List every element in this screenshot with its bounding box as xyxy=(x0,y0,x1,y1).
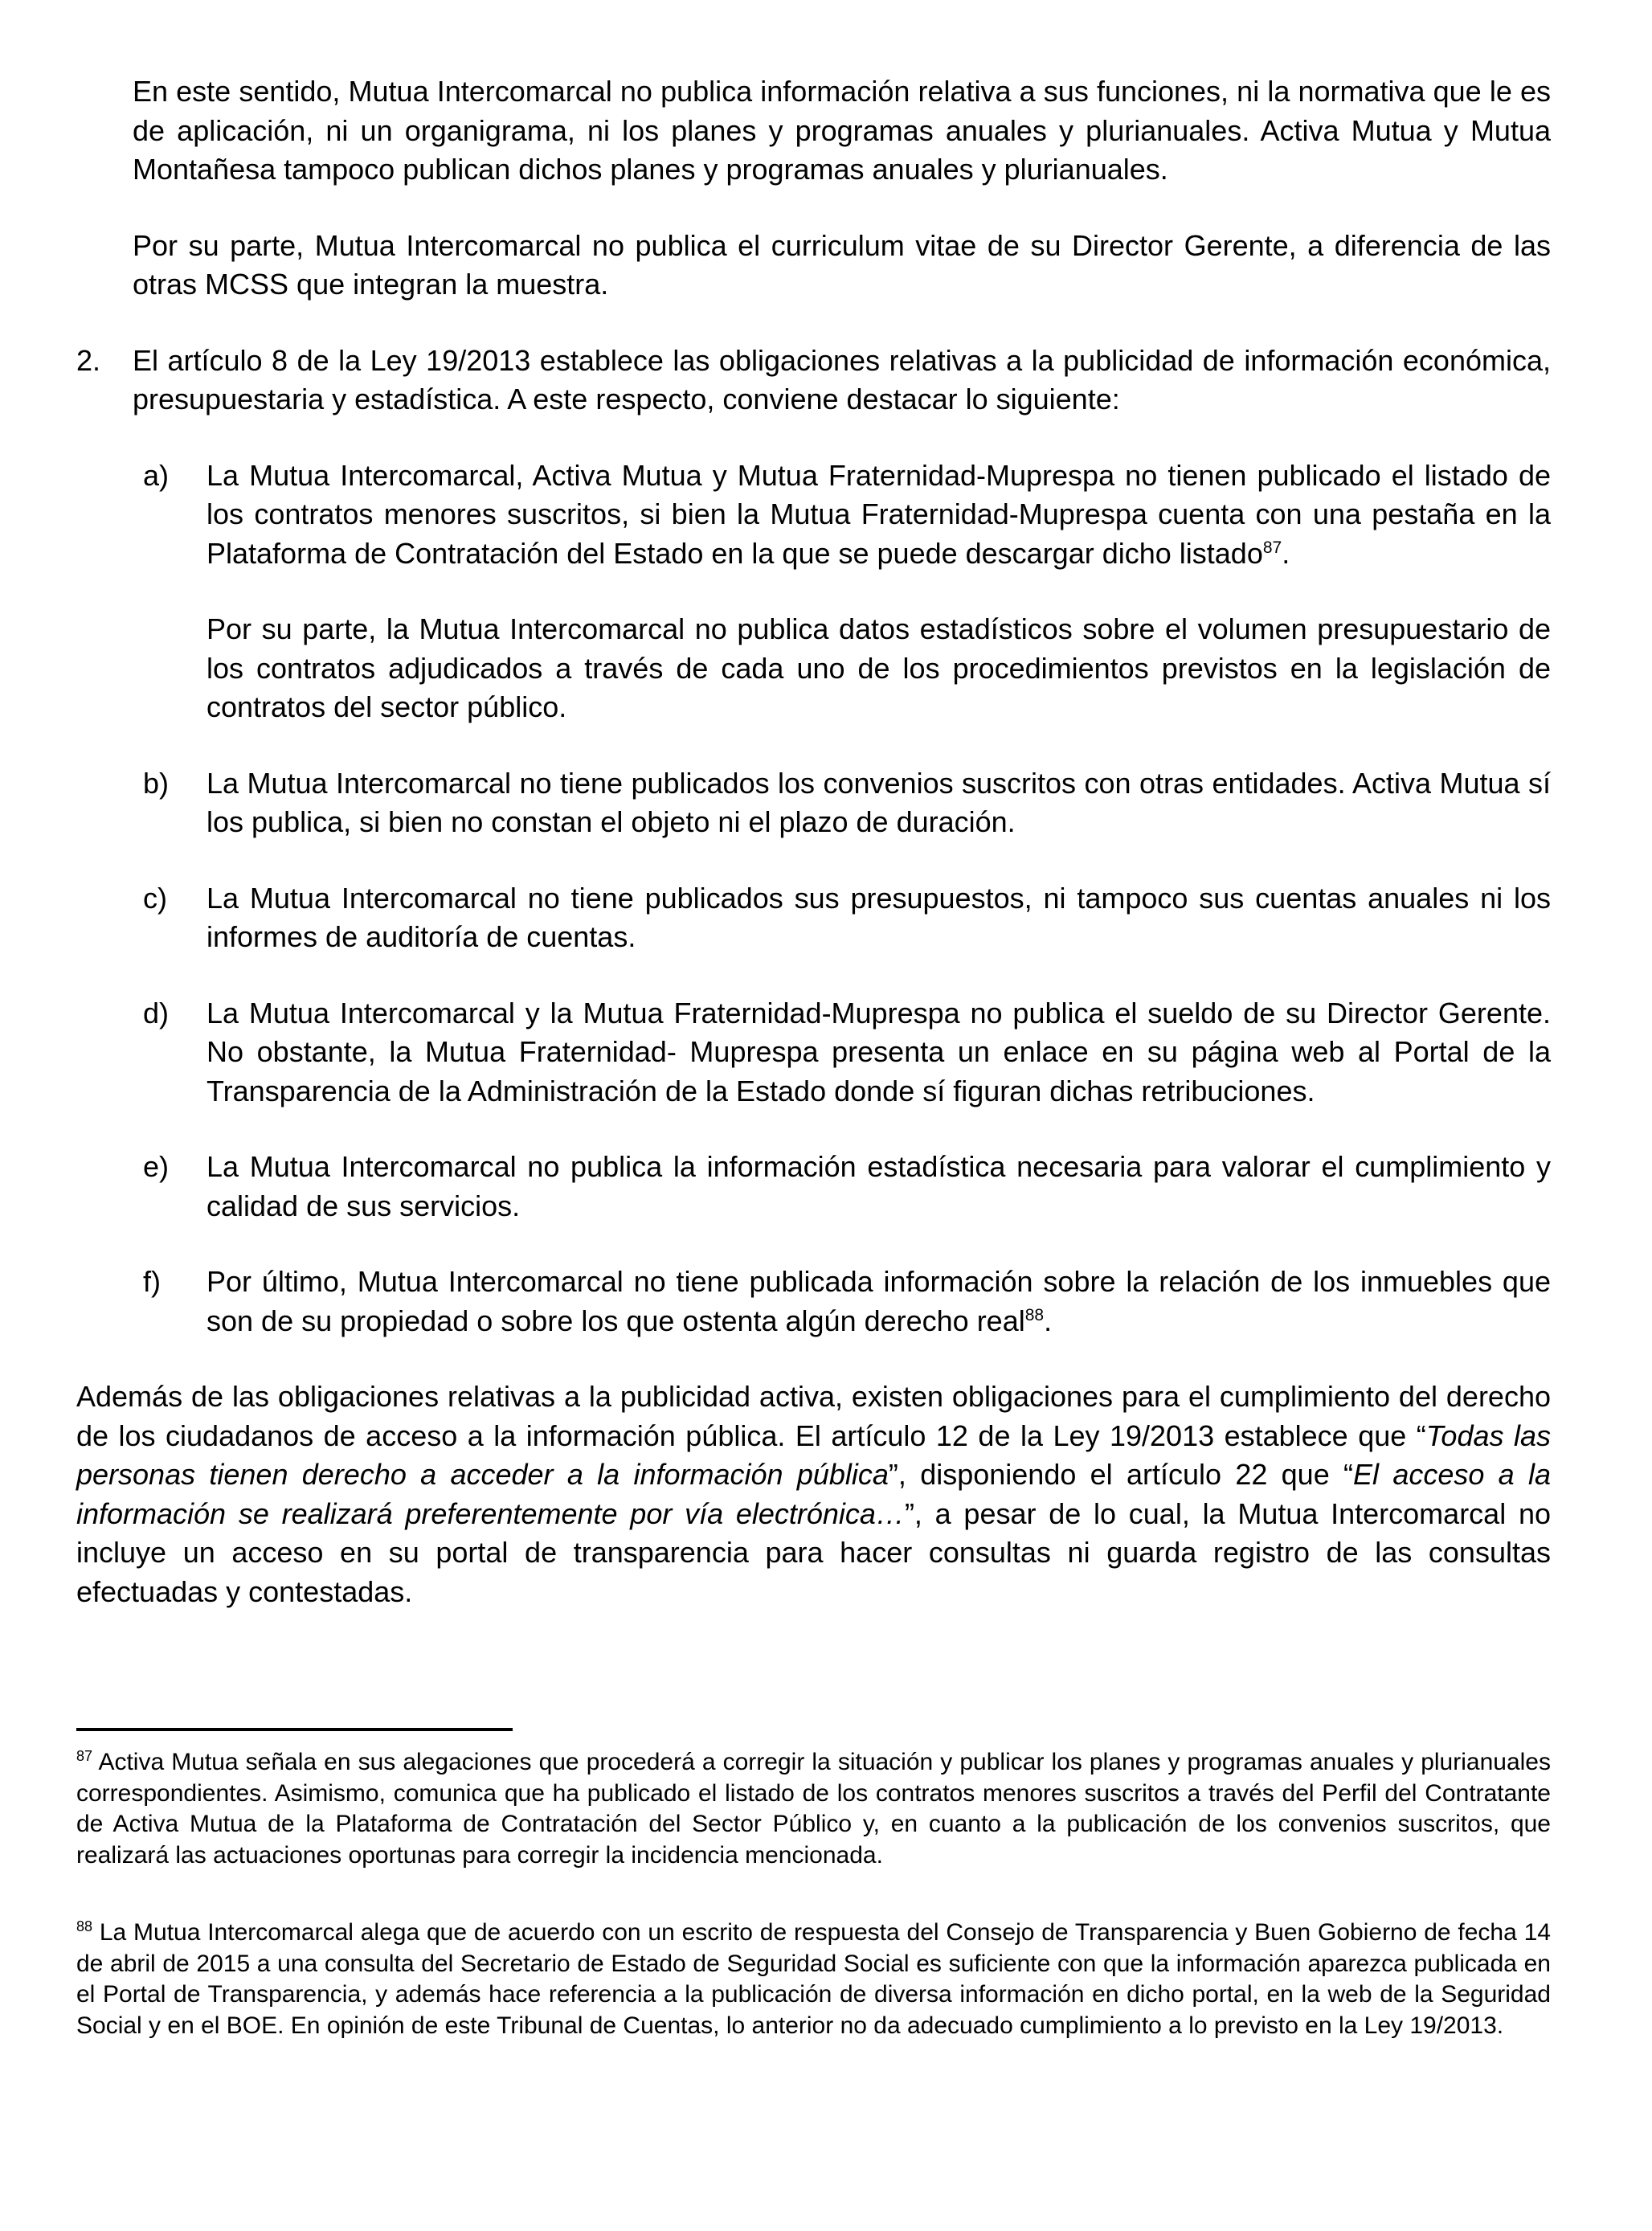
footnote-88-number: 88 xyxy=(76,1918,93,1934)
numbered-item-2 xyxy=(76,342,1551,420)
intro-paragraph-1: En este sentido, Mutua Intercomarcal no publica información relativa a sus funciones, ni la normativa que le es de aplicación, ni un organigrama, ni los planes y programas anuales y plurianuales. Activa Mutua y Mutua Montañesa tampoco publican dichos planes y programas anuales y plurianuales. xyxy=(133,75,1551,186)
sub-item-f xyxy=(76,1263,1551,1341)
sub-item-a-body: La Mutua Intercomarcal, Activa Mutua y Mutua Fraternidad-Muprespa no tienen publicado el listado de los contratos menores suscritos, si bien la Mutua Fraternidad-Muprespa cuenta con una pestaña en la Plataforma de Contratación del Estado en la que se puede descargar dicho listado xyxy=(206,458,1551,570)
sub-item-f-period: . xyxy=(1044,1304,1053,1337)
sub-item-c-text: La Mutua Intercomarcal no tiene publicados sus presupuestos, ni tampoco sus cuentas anuales ni los informes de auditoría de cuentas. xyxy=(206,881,1551,953)
footnote-87-text: Activa Mutua señala en sus alegaciones que procederá a corregir la situación y publicar los planes y programas anuales y plurianuales correspondientes. Asimismo, comunica que ha publicado el listado de los contratos menores suscritos a través del Perfil del Contratante de Activa Mutua de la Plataforma de Contratación del Sector Público y, en cuanto a la publicación de los convenios suscritos, que realizará las actuaciones oportunas para corregir la incidencia mencionada. xyxy=(76,1749,1551,1869)
footnote-separator xyxy=(76,1728,513,1731)
footnote-87 xyxy=(76,1747,1551,1871)
sub-item-d xyxy=(76,994,1551,1111)
quote-article-22: El acceso a la información se realizará preferentemente por vía electrónica… xyxy=(76,1458,1552,1530)
sub-item-b-marker: b) xyxy=(143,766,170,800)
intro-paragraph-2: Por su parte, Mutua Intercomarcal no publica el curriculum vitae de su Director Gerente, a diferencia de las otras MCSS que integran la muestra. xyxy=(133,228,1551,301)
sub-item-e xyxy=(76,1148,1551,1226)
sub-item-e-marker: e) xyxy=(143,1150,170,1183)
quote-article-12: Todas las personas tienen derecho a acceder a la información pública xyxy=(76,1418,1551,1491)
sub-item-f-marker: f) xyxy=(143,1265,161,1298)
sub-item-a xyxy=(76,456,1551,574)
sub-item-a-marker: a) xyxy=(143,458,170,492)
sub-item-a-continuation: Por su parte, la Mutua Intercomarcal no publica datos estadísticos sobre el volumen presupuestario de los contratos adjudicados a través de cada uno de los procedimientos previstos en la legislación de contratos del sector público. xyxy=(206,612,1551,723)
sub-item-a-text xyxy=(206,456,1551,574)
sub-item-d-text: La Mutua Intercomarcal y la Mutua Fraternidad-Muprespa no publica el sueldo de su Director Gerente. No obstante, la Mutua Fraternidad- Muprespa presenta un enlace en su página web al Portal de la Transparencia de la Administración de la Estado donde sí figuran dichas retribuciones. xyxy=(206,996,1551,1107)
item-2-text: El artículo 8 de la Ley 19/2013 establece las obligaciones relativas a la publicidad de información económica, presupuestaria y estadística. A este respecto, conviene destacar lo siguiente: xyxy=(133,343,1551,415)
sub-item-f-text xyxy=(206,1263,1551,1341)
footnote-ref-87: 87 xyxy=(1262,538,1282,557)
footnote-88-text: La Mutua Intercomarcal alega que de acuerdo con un escrito de respuesta del Consejo de Transparencia y Buen Gobierno de fecha 14 de abril de 2015 a una consulta del Secretario de Estado de Seguridad Social es suficiente con que la información aparezca publicada en el Portal de Transparencia, y además hace referencia a la publicación de diversa información en dicho portal, en la web de la Seguridad Social y en el BOE. En opinión de este Tribunal de Cuentas, lo anterior no da adecuado cumplimiento a lo previsto en la Ley 19/2013. xyxy=(76,1919,1551,2039)
footnotes-section xyxy=(76,1747,1551,2041)
footnote-ref-88: 88 xyxy=(1024,1305,1045,1324)
closing-segment-2: ”, disponiendo el artículo 22 que “ xyxy=(888,1458,1354,1491)
sub-item-a-period: . xyxy=(1282,536,1290,570)
closing-segment-1: Además de las obligaciones relativas a la publicidad activa, existen obligaciones para el cumplimiento del derecho de los ciudadanos de acceso a la información pública. El artículo 12 de la Ley 19/2013 establece que “ xyxy=(76,1380,1551,1452)
closing-segment-3: ”, a pesar de lo cual, la Mutua Intercomarcal no incluye un acceso en su portal de transparencia para hacer consultas ni guarda registro de las consultas efectuadas y contestadas. xyxy=(76,1496,1551,1608)
sub-item-b-text: La Mutua Intercomarcal no tiene publicados los convenios suscritos con otras entidades. Activa Mutua sí los publica, si bien no constan el objeto ni el plazo de duración. xyxy=(206,766,1551,838)
closing-paragraph xyxy=(76,1377,1551,1611)
sub-item-f-body: Por último, Mutua Intercomarcal no tiene publicada información sobre la relación de los inmuebles que son de su propiedad o sobre los que ostenta algún derecho real xyxy=(206,1265,1551,1337)
sub-item-e-text: La Mutua Intercomarcal no publica la información estadística necesaria para valorar el cumplimiento y calidad de sus servicios. xyxy=(206,1150,1551,1222)
sub-item-d-marker: d) xyxy=(143,996,170,1030)
sub-item-c xyxy=(76,879,1551,957)
footnote-87-number: 87 xyxy=(76,1748,93,1764)
sub-item-b xyxy=(76,764,1551,842)
footnote-88 xyxy=(76,1918,1551,2041)
sub-item-c-marker: c) xyxy=(143,881,167,915)
item-2-marker: 2. xyxy=(76,343,101,377)
